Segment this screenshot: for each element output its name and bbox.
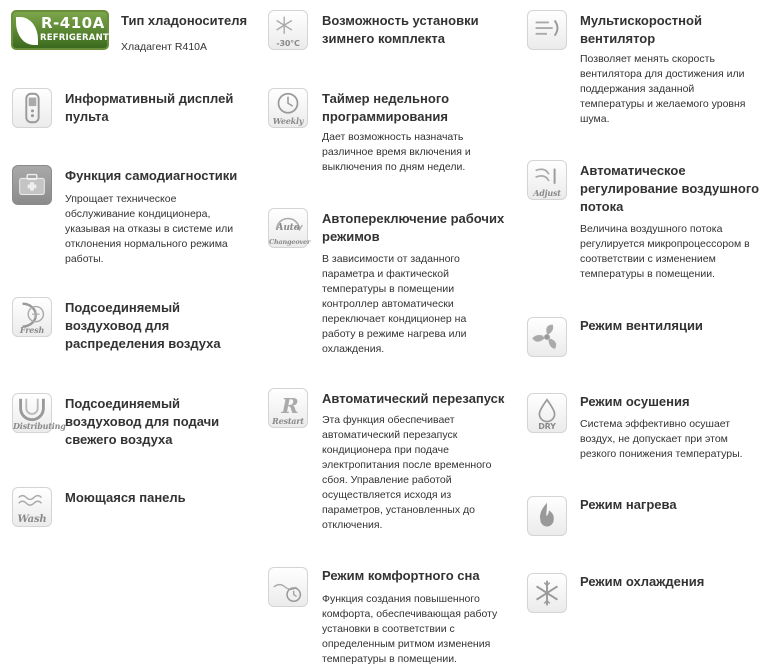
remote-display-icon [12,88,52,128]
fresh-duct-icon: Fresh [12,297,52,337]
feature-description: Хладагент R410A [121,41,208,53]
sleep-mode-icon [268,567,308,607]
feature-description: Величина воздушного потока регулируется микропроцессором в соответствии с изменением температуры в помещении. [580,223,750,280]
feature-title: Информативный дисплей пульта [65,91,234,124]
feature-title: Автоматический перезапуск [322,391,505,406]
feature-title: Подсоединяемый воздуховод для распределения воздуха [65,300,221,351]
feature-title: Тип хладоносителя [121,13,248,28]
toolbox-icon [12,165,52,205]
feature-description: В зависимости от заданного параметра и фактической температуры в помещении контроллер автоматически переключает кондиционер на работу в режиме нагрева или охлаждения. [322,253,467,355]
flame-icon [527,496,567,536]
feature-title: Режим охлаждения [580,574,705,589]
feature-title: Мультискоростной вентилятор [580,13,702,46]
distributing-duct-icon: Distributing [12,393,52,433]
restart-icon: R Restart [268,388,308,428]
feature-description: Функция создания повышенного комфорта, обеспечивающая работу установки в соответствии с определенным ритмом изменения температуры в помещении. [322,593,498,665]
leaf-icon [16,17,38,45]
feature-title: Автопереключение рабочих режимов [322,211,505,244]
feature-title: Моющаяся панель [65,490,186,505]
feature-description: Позволяет менять скорость вентилятора для достижения или поддержания заданной температуры и желаемого уровня шума. [580,53,746,125]
adjust-airflow-icon: Adjust [527,160,567,200]
feature-description: Система эффективно осушает воздух, не допускает при этом резкого понижения температуры. [580,418,743,460]
fan-speed-icon [527,10,567,50]
feature-title: Режим комфортного сна [322,568,480,583]
snowflake-minus30-icon: -30°C [268,10,308,50]
wash-icon: Wash [12,487,52,527]
r410a-refrigerant-badge: R-410A REFRIGERANT [11,10,109,50]
weekly-timer-icon: Weekly [268,88,308,128]
feature-title: Таймер недельного программирования [322,91,450,124]
auto-changeover-icon: Auto Changeover [268,208,308,248]
feature-description: Эта функция обеспечивает автоматический перезапуск кондиционера при подаче электропитания после временного сбоя. Управление работой осуществляется исходя из параметров, установленных до отключения. [322,414,492,531]
feature-title: Автоматическое регулирование воздушного потока [580,163,760,214]
feature-title: Режим нагрева [580,497,677,512]
dry-drop-icon: DRY [527,393,567,433]
feature-description: Упрощает техническое обслуживание кондиционера, указывая на отказы в системе или отклонения нормального режима работы. [65,193,234,265]
feature-title: Подсоединяемый воздуховод для подачи свежего воздуха [65,396,220,447]
feature-title: Возможность установки зимнего комплекта [322,13,479,46]
feature-title: Режим осушения [580,394,690,409]
feature-title: Режим вентиляции [580,318,703,333]
fan-icon [527,317,567,357]
svg-text:R: R [281,392,299,418]
feature-title: Функция самодиагностики [65,168,238,183]
feature-description: Дает возможность назначать различное время включения и выключения по дням недели. [322,131,471,173]
snowflake-icon [527,573,567,613]
